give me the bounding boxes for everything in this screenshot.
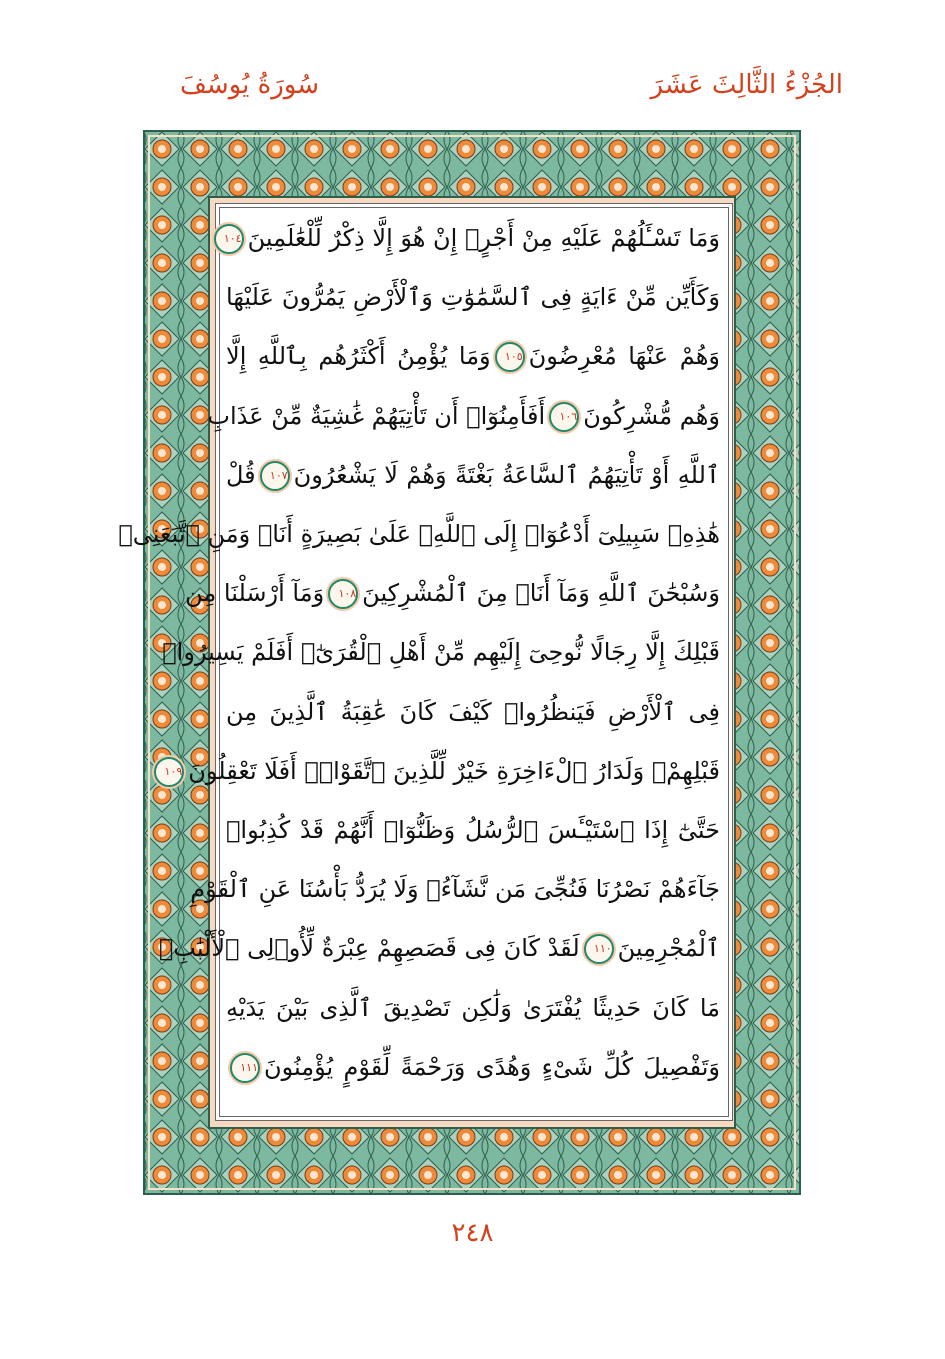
verse-line [207,392,720,440]
verse-text: جَآءَهُمْ نَصْرُنَا فَنُجِّىَ مَن نَّشَآءُۖ وَلَا يُرَدُّ بَأْسُنَا عَنِ ٱلْقَوْمِ [190,875,720,904]
ayah-number-marker: ١١٠ [584,934,614,964]
verse-line [226,806,720,854]
verse-line [226,273,720,321]
verse-text: أَفَأَمِنُوٓا۟ أَن تَأْتِيَهُمْ غَٰشِيَةٌ مِّنْ عَذَابِ [207,401,546,430]
juz-title: الجُزْءُ الثَّالِثَ عَشَرَ [650,70,843,100]
verse-text: وَهُم مُّشْرِكُونَ [583,401,720,430]
verse-text: هَٰذِهِۦ سَبِيلِىٓ أَدْعُوٓا۟ إِلَى ٱللَّهِۚ عَلَىٰ بَصِيرَةٍ أَنَا۠ وَمَنِ ٱتَّبَعَنِىۖ [118,520,720,548]
surah-title: سُورَةُ يُوسُفَ [180,70,320,100]
verse-text: قُلْ [226,460,256,489]
verse-line [226,1043,720,1091]
verse-text: قَبْلِكَ إِلَّا رِجَالًا نُّوحِىٓ إِلَيْهِم مِّنْ أَهْلِ ٱلْقُرَىٰٓۗ أَفَلَمْ يَسِيرُوا۟ [162,638,720,667]
verse-text: ٱللَّهِ أَوْ تَأْتِيَهُمُ ٱلسَّاعَةُ بَغْتَةً وَهُمْ لَا يَشْعُرُونَ [293,460,720,489]
verse-line [226,332,720,380]
verse-line [226,688,720,736]
verse-text: وَهُمْ عَنْهَا مُعْرِضُونَ [528,342,720,371]
verse-text: وَتَفْصِيلَ كُلِّ شَىْءٍ وَهُدًى وَرَحْمَةً لِّقَوْمٍ يُؤْمِنُونَ [264,1052,720,1081]
ayah-number-marker: ١٠٧ [260,461,290,491]
ayah-number-marker: ١٠٨ [328,579,358,609]
ayah-number-marker: ١٠٦ [549,402,579,432]
verse-lines [118,214,720,1108]
verse-text: مَا كَانَ حَدِيثًا يُفْتَرَىٰ وَلَٰكِن تَصْدِيقَ ٱلَّذِى بَيْنَ يَدَيْهِ [226,993,720,1022]
verse-line [223,214,720,262]
verse-line [158,924,720,972]
ayah-number-marker: ١١١ [230,1053,260,1083]
verse-text: فِى ٱلْأَرْضِ فَيَنظُرُوا۟ كَيْفَ كَانَ عَٰقِبَةُ ٱلَّذِينَ مِن [226,697,720,726]
verse-text: قَبْلِهِمْۗ وَلَدَارُ ٱلْءَاخِرَةِ خَيْرٌ لِّلَّذِينَ ٱتَّقَوْا۟ۚ أَفَلَا تَعْقِلُونَ [188,756,720,785]
verse-text: وَكَأَيِّن مِّنْ ءَايَةٍ فِى ٱلسَّمَٰوَٰتِ وَٱلْأَرْضِ يَمُرُّونَ عَلَيْهَا [226,283,720,312]
verse-text: وَمَا يُؤْمِنُ أَكْثَرُهُم بِٱللَّهِ إِلَّا [226,342,491,371]
page-number: ٢٤٨ [451,1218,494,1248]
verse-text: وَمَآ أَرْسَلْنَا مِن [185,579,325,608]
verse-line [226,984,720,1032]
verse-text: وَمَا تَسْـَٔلُهُمْ عَلَيْهِ مِنْ أَجْرٍۚ إِنْ هُوَ إِلَّا ذِكْرٌ لِّلْعَٰلَمِينَ [247,224,720,252]
verse-line [226,451,720,499]
verse-text: حَتَّىٰٓ إِذَا ٱسْتَيْـَٔسَ ٱلرُّسُلُ وَظَنُّوٓا۟ أَنَّهُمْ قَدْ كُذِبُوا۟ [226,816,720,844]
verse-line [164,747,720,795]
verse-line [185,569,720,617]
ayah-number-marker: ١٠٥ [495,342,525,372]
verse-line [118,510,720,558]
verse-line [190,865,720,913]
verse-text: ٱلْمُجْرِمِينَ [617,934,720,963]
ayah-number-marker: ١٠٤ [214,224,244,254]
verse-text: وَسُبْحَٰنَ ٱللَّهِ وَمَآ أَنَا۠ مِنَ ٱلْمُشْرِكِينَ [362,579,720,608]
verse-line [162,628,720,676]
ayah-number-marker: ١٠٩ [154,757,184,787]
verse-text: لَقَدْ كَانَ فِى قَصَصِهِمْ عِبْرَةٌ لِّأُو۟لِى ٱلْأَلْبَٰبِۗ [158,934,580,963]
